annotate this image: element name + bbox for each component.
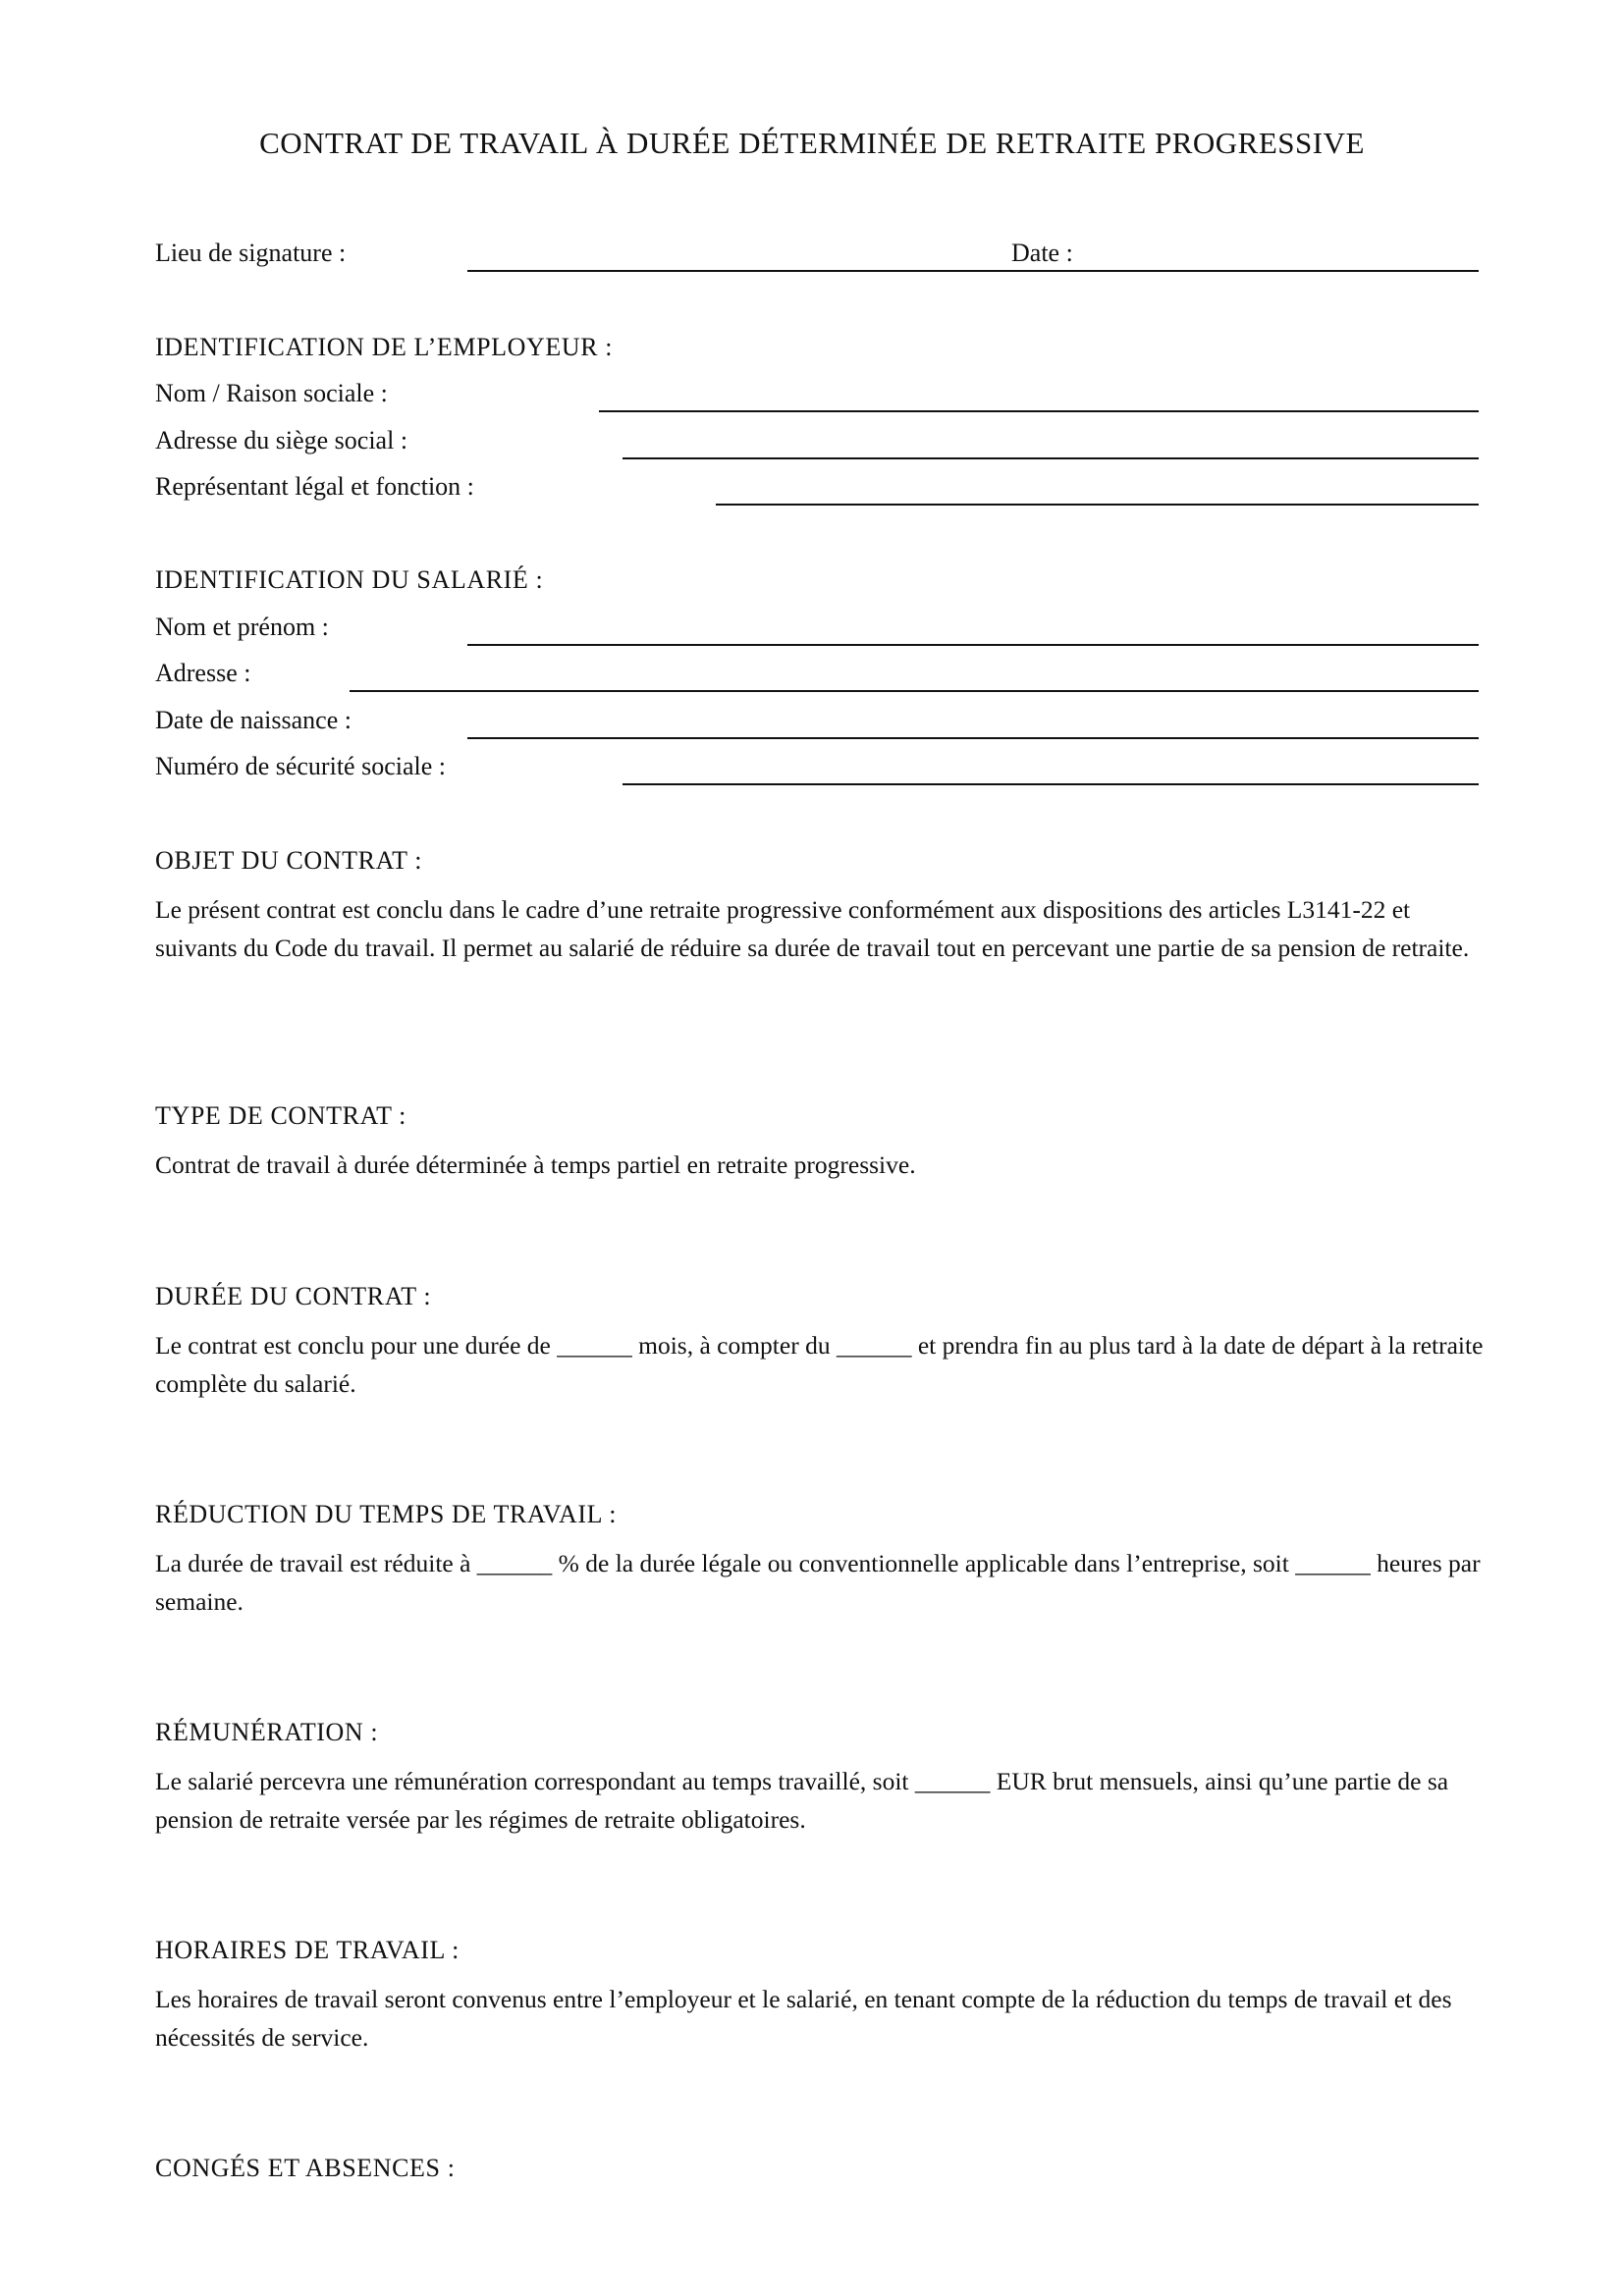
- employee-heading: IDENTIFICATION DU SALARIÉ :: [155, 565, 544, 594]
- type-text: Contrat de travail à durée déterminée à temps partiel en retraite progressive.: [155, 1150, 916, 1179]
- employee-birthdate-field[interactable]: [467, 737, 1479, 739]
- employer-name-field[interactable]: [599, 410, 1479, 412]
- remuneration-heading: RÉMUNÉRATION :: [155, 1718, 379, 1746]
- employer-heading: IDENTIFICATION DE L’EMPLOYEUR :: [155, 333, 614, 361]
- duration-text: Le contrat est conclu pour une durée de ______ mois, à compter du ______ et prendra fin au plus tard à la date de départ à la retraite complète du salarié.: [155, 1331, 1484, 1398]
- employee-name-label: Nom et prénom :: [155, 613, 329, 641]
- hours-text: Les horaires de travail seront convenus entre l’employeur et le salarié, en tenant compte de la réduction du temps de travail et des nécessités de service.: [155, 1985, 1452, 2052]
- employee-birthdate-label: Date de naissance :: [155, 706, 352, 734]
- employee-ssn-label: Numéro de sécurité sociale :: [155, 752, 446, 780]
- reduction-heading: RÉDUCTION DU TEMPS DE TRAVAIL :: [155, 1500, 618, 1528]
- leave-heading: CONGÉS ET ABSENCES :: [155, 2154, 456, 2182]
- signature-date-label: Date :: [1011, 239, 1081, 268]
- remuneration-text: Le salarié percevra une rémunération correspondant au temps travaillé, soit ______ EUR brut mensuels, ainsi qu’une partie de sa pension de retraite versée par les régimes de retraite obligatoires.: [155, 1767, 1449, 1834]
- employer-representative-label: Représentant légal et fonction :: [155, 472, 474, 501]
- duration-heading: DURÉE DU CONTRAT :: [155, 1282, 432, 1310]
- object-text: Le présent contrat est conclu dans le cadre d’une retraite progressive conformément aux dispositions des articles L3141-22 et suivants du Code du travail. Il permet au salarié de réduire sa durée de travail tout en percevant une partie de sa pension de retraite.: [155, 895, 1470, 962]
- object-heading: OBJET DU CONTRAT :: [155, 846, 423, 875]
- employer-address-field[interactable]: [623, 457, 1479, 459]
- employee-address-field[interactable]: [350, 690, 1479, 692]
- reduction-text: La durée de travail est réduite à ______ % de la durée légale ou conventionnelle applicable dans l’entreprise, soit ______ heures par semaine.: [155, 1549, 1481, 1616]
- signature-place-field[interactable]: [467, 270, 1479, 272]
- hours-heading: HORAIRES DE TRAVAIL :: [155, 1936, 460, 1964]
- document-title: CONTRAT DE TRAVAIL À DURÉE DÉTERMINÉE DE RETRAITE PROGRESSIVE: [259, 126, 1365, 160]
- employee-ssn-field[interactable]: [623, 783, 1479, 785]
- signature-place-label: Lieu de signature :: [155, 239, 347, 267]
- employee-name-field[interactable]: [467, 644, 1479, 646]
- type-heading: TYPE DE CONTRAT :: [155, 1101, 407, 1130]
- employer-address-label: Adresse du siège social :: [155, 426, 408, 454]
- employer-name-label: Nom / Raison sociale :: [155, 379, 388, 407]
- employee-address-label: Adresse :: [155, 659, 251, 687]
- employer-representative-field[interactable]: [716, 504, 1479, 506]
